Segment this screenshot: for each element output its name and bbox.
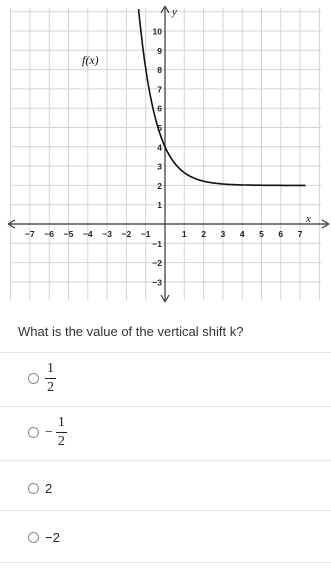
fraction-numerator: 1	[45, 362, 56, 379]
choice-one-half[interactable]	[28, 362, 56, 395]
x-axis-label: x	[306, 213, 311, 225]
fraction-numerator: 1	[56, 416, 67, 433]
x-tick-label: 3	[220, 229, 226, 239]
x-tick-label: 5	[259, 229, 264, 239]
y-tick-label: 3	[157, 161, 162, 172]
y-tick-label: 2	[157, 180, 162, 191]
radio-button[interactable]	[28, 373, 39, 384]
choice-label: 2	[45, 481, 53, 496]
y-axis-label: y	[172, 6, 177, 18]
x-tick-label: −2	[121, 229, 132, 239]
y-tick-label: 8	[157, 65, 162, 76]
radio-button[interactable]	[28, 532, 39, 543]
y-tick-label: 9	[157, 45, 162, 56]
x-tick-label: 6	[278, 229, 284, 239]
choice-label: −2	[45, 530, 60, 545]
divider	[0, 460, 331, 461]
fraction-denominator: 2	[47, 380, 54, 395]
fraction	[45, 362, 56, 395]
x-tick-label: −1	[140, 229, 151, 239]
radio-button[interactable]	[28, 483, 39, 494]
y-tick-label: 4	[157, 142, 162, 153]
y-tick-label: 10	[152, 26, 162, 37]
choice-negative-one-half[interactable]	[28, 416, 67, 449]
fraction-denominator: 2	[57, 434, 65, 449]
y-tick-label: −3	[152, 277, 162, 288]
x-tick-label: 7	[297, 229, 303, 239]
divider	[0, 352, 331, 353]
x-tick-label: −3	[102, 229, 112, 239]
x-tick-label: 2	[201, 229, 206, 239]
y-tick-label: 1	[157, 200, 162, 211]
x-tick-label: −6	[44, 229, 55, 239]
x-tick-label: −4	[82, 229, 93, 239]
divider	[0, 510, 331, 511]
x-tick-label: 1	[181, 229, 187, 239]
y-tick-label: 5	[157, 123, 162, 133]
y-tick-label: −2	[152, 258, 162, 269]
divider	[0, 562, 331, 563]
minus-sign: −	[45, 424, 53, 440]
fraction	[56, 416, 67, 449]
y-tick-label: 7	[157, 84, 162, 95]
question-text: What is the value of the vertical shift k?	[18, 324, 244, 339]
choice-negative-two[interactable]	[28, 530, 60, 545]
x-tick-label: 4	[239, 229, 245, 239]
divider	[0, 406, 331, 407]
y-tick-label: −1	[152, 238, 162, 249]
function-label: f(x)	[82, 53, 99, 67]
x-tick-label: −7	[25, 229, 35, 239]
x-tick-label: −5	[63, 229, 74, 239]
y-tick-label: 6	[157, 103, 162, 114]
radio-button[interactable]	[28, 427, 39, 438]
choice-two[interactable]	[28, 481, 52, 496]
